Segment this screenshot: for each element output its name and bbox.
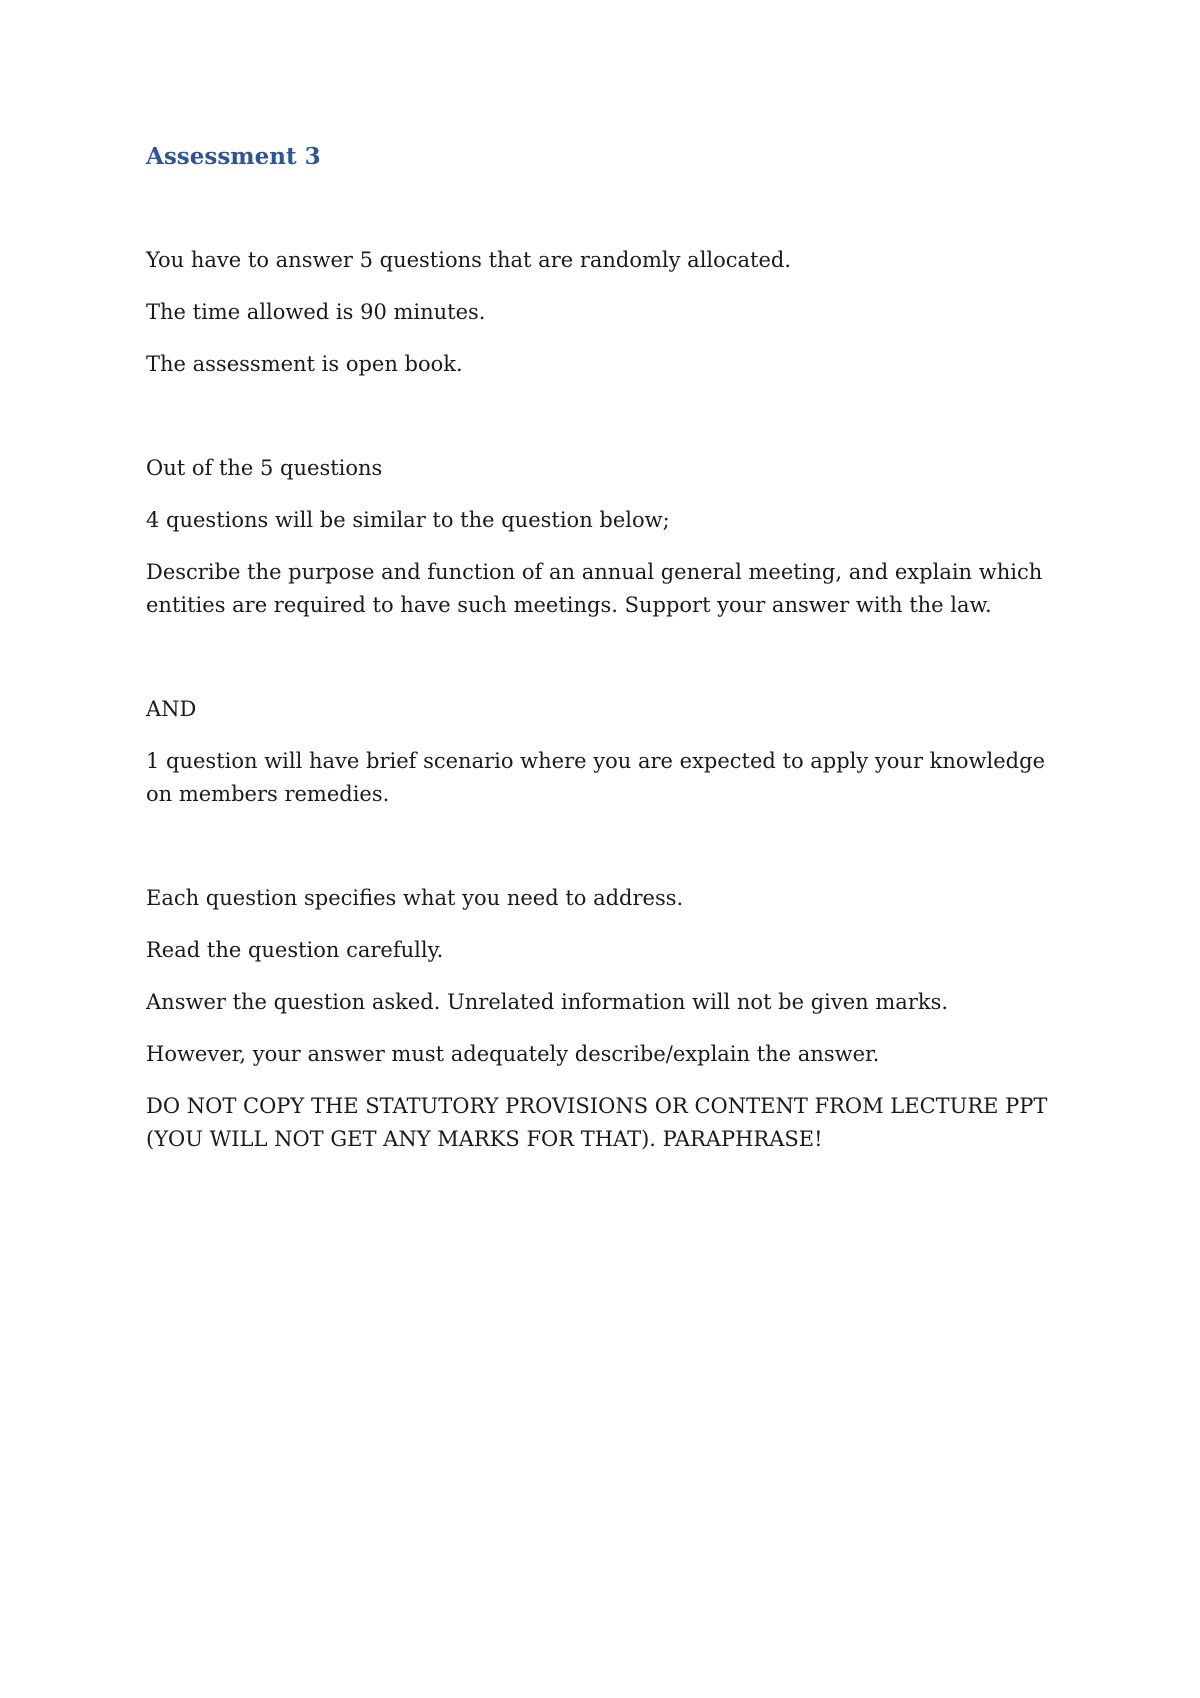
instruction-answer-asked: Answer the question asked. Unrelated information will not be given marks. [146,990,949,1014]
instruction-specifies: Each question specifies what you need to address. [146,886,684,910]
instruction-adequately: However, your answer must adequately describe/explain the answer. [146,1042,880,1066]
structure-similar-count: 4 questions will be similar to the question below; [146,508,670,532]
scenario-question: 1 question will have brief scenario where you are expected to apply your knowledge on members remedies. [146,749,1045,806]
document-title: Assessment 3 [146,143,321,170]
intro-line-open-book: The assessment is open book. [146,352,463,376]
instruction-do-not-copy: DO NOT COPY THE STATUTORY PROVISIONS OR CONTENT FROM LECTURE PPT (YOU WILL NOT GET ANY MARKS FOR THAT). PARAPHRASE! [146,1094,1048,1151]
instruction-read-carefully: Read the question carefully. [146,938,444,962]
structure-lead: Out of the 5 questions [146,456,383,480]
document-body [146,140,1076,1175]
structure-and: AND [146,697,197,721]
sample-question: Describe the purpose and function of an annual general meeting, and explain which entities are required to have such meetings. Support your answer with the law. [146,560,1043,617]
intro-line-questions: You have to answer 5 questions that are randomly allocated. [146,248,792,272]
intro-line-time: The time allowed is 90 minutes. [146,300,486,324]
